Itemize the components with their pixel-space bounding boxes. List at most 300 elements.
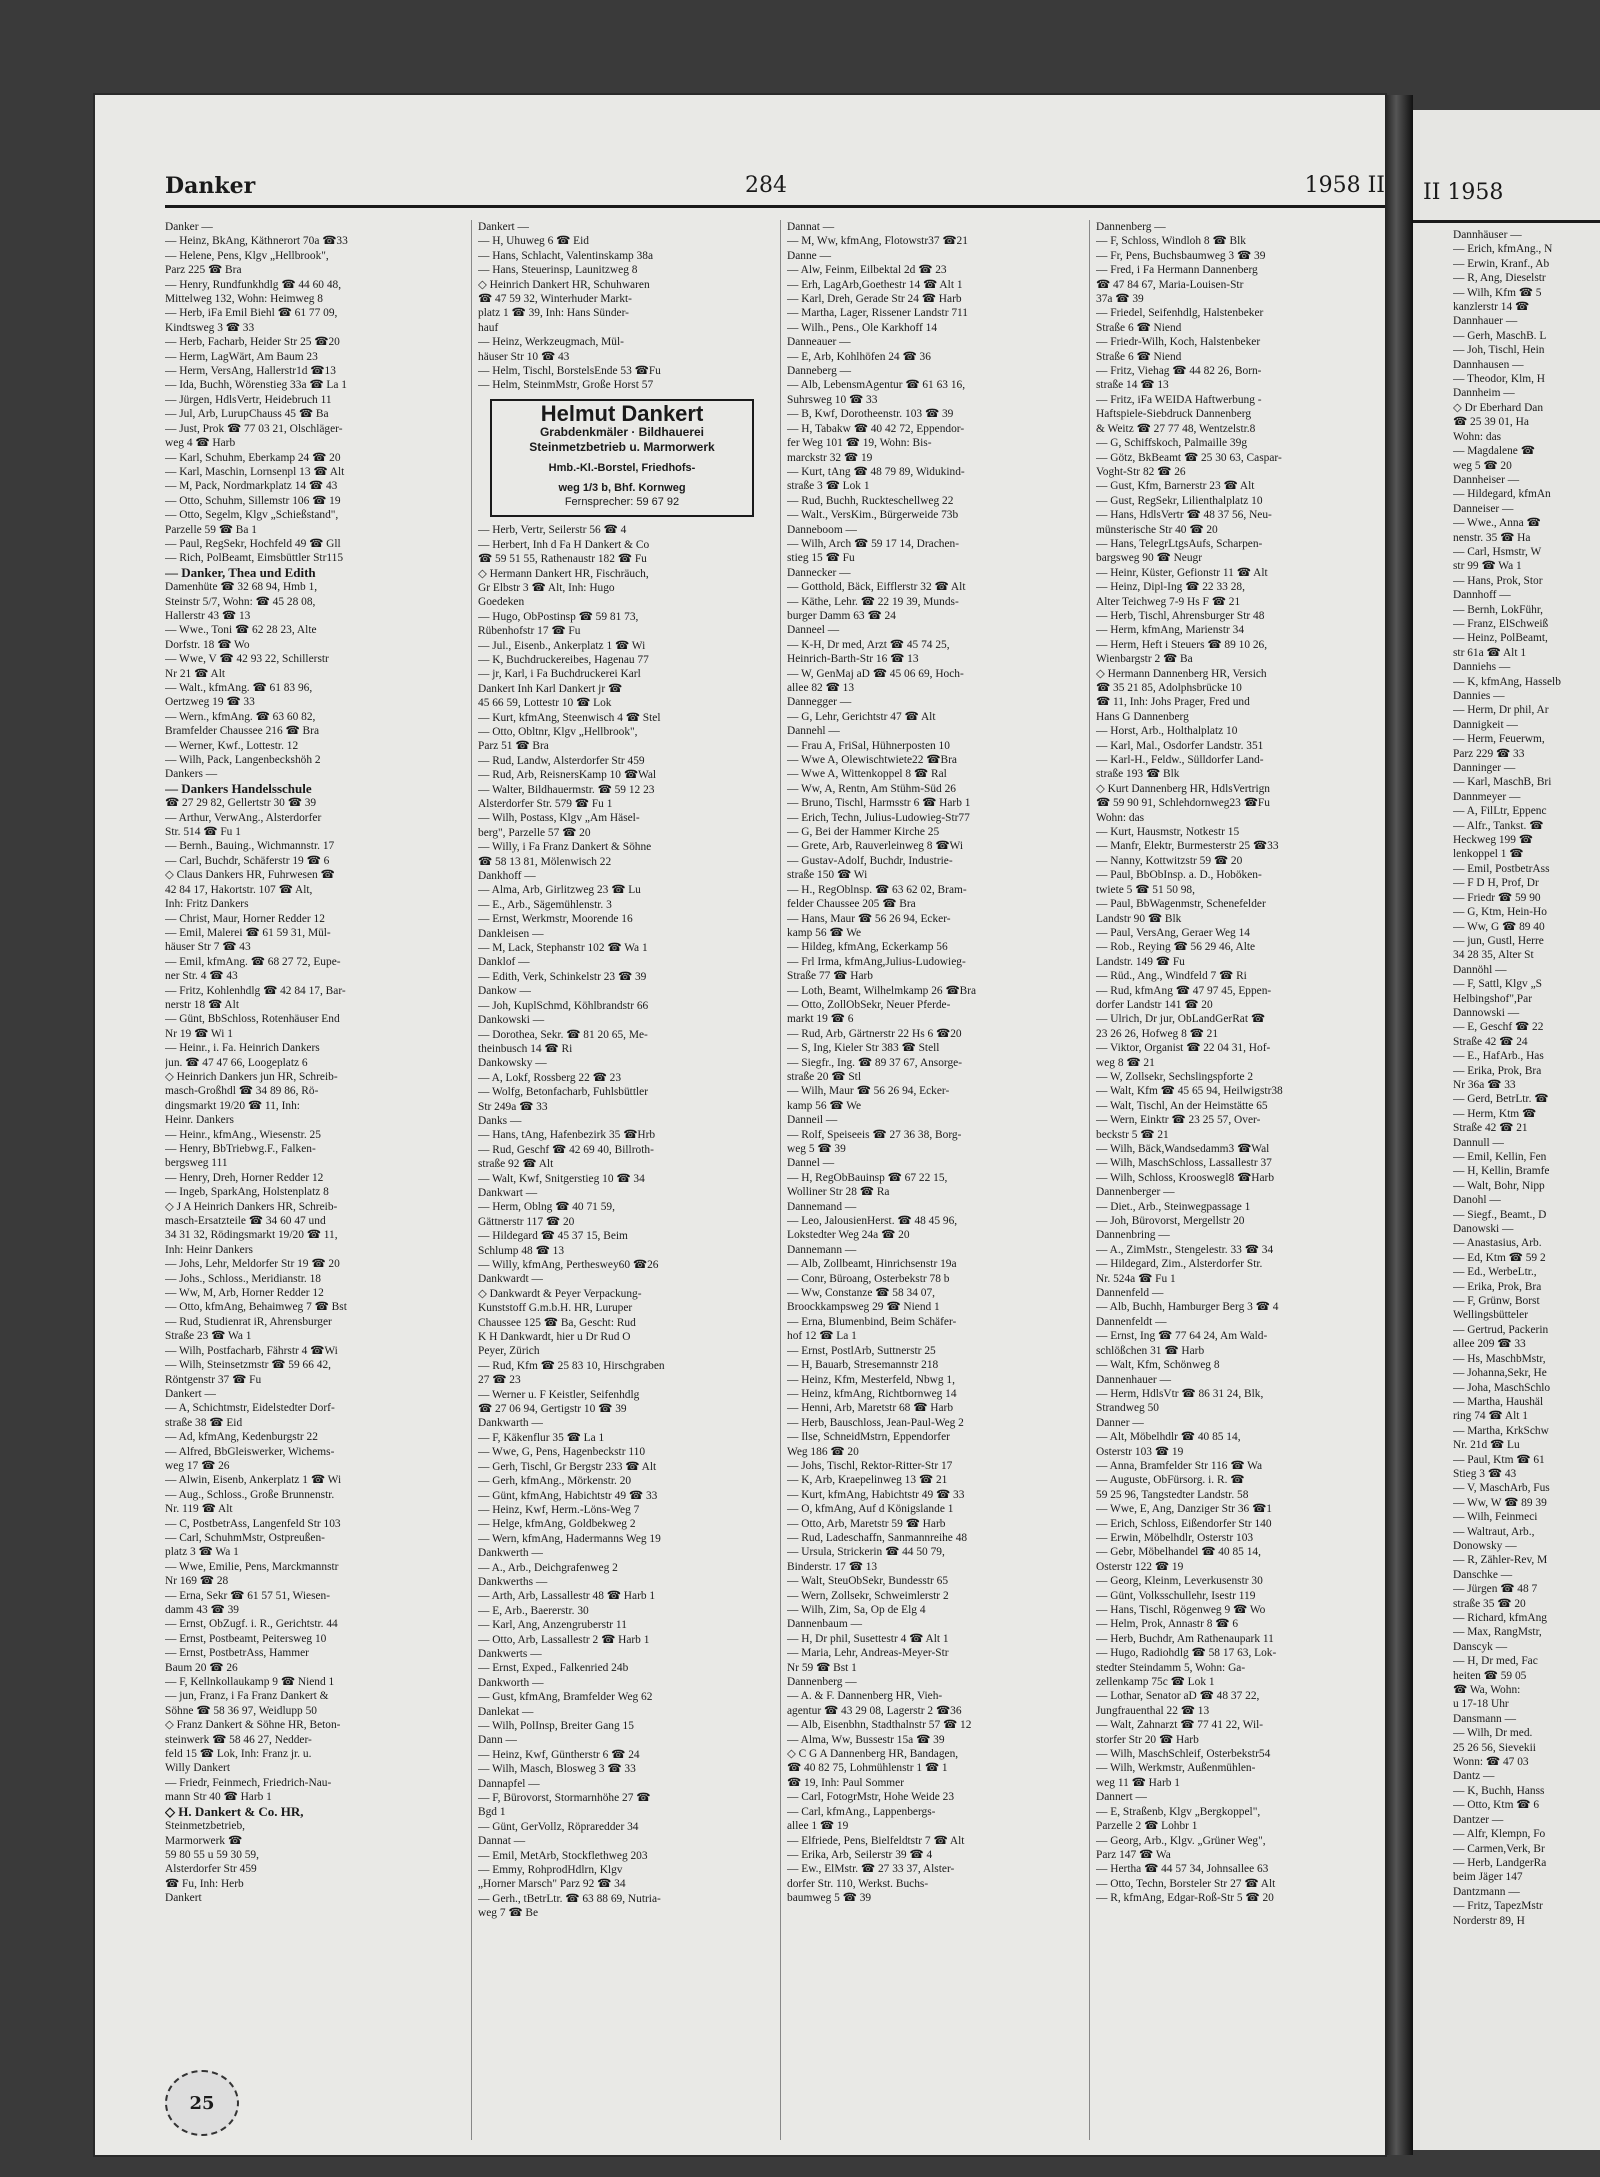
directory-entry-line: Inh: Heinr Dankers [165,1243,253,1256]
directory-entry-line: hauf [478,321,499,334]
directory-entry-line: — Wilh, Zim, Sa, Op de Elg 4 [787,1604,926,1616]
directory-entry-line: — Walt, Zahnarzt ☎ 77 41 22, Wil- [1096,1719,1264,1732]
directory-entry-line: — Hans, Schlacht, Valentinskamp 38a [478,249,654,262]
directory-entry-line: Steinmetzbetrieb, [165,1820,246,1833]
directory-entry-line: hof 12 ☎ La 1 [787,1330,857,1343]
directory-entry-line: — Carl, Hsmstr, W [1453,545,1542,558]
directory-entry-line: Chaussee 125 ☎ Ba, Gescht: Rud [478,1316,636,1329]
directory-entry-line: — Wern, Einktr ☎ 23 25 57, Over- [1096,1114,1261,1127]
directory-entry-line: — Fritz, TapezMstr [1453,1900,1543,1913]
directory-entry-line: — Fred, i Fa Hermann Dannenberg [1096,264,1258,277]
directory-entry-line: — R, Ang, Dieselstr [1453,272,1546,285]
directory-entry-line: — W, Zollsekr, Sechslingspforte 2 [1096,1070,1254,1083]
directory-entry-line: 45 66 59, Lottestr 10 ☎ Lok [478,697,612,710]
directory-entry-line: Söhne ☎ 58 36 97, Weidlupp 50 [165,1704,317,1717]
directory-entry-line: masch-Großhdl ☎ 34 89 86, Rö- [165,1085,319,1098]
directory-entry-line: K H Dankwardt, hier u Dr Rud O [478,1331,631,1344]
directory-entry-line: ◇ Franz Dankert & Söhne HR, Beton- [165,1719,341,1732]
directory-entry-line: ring 74 ☎ Alt 1 [1453,1410,1528,1423]
directory-entry-line: — Paul, RegSekr, Hochfeld 49 ☎ Gll [165,537,341,550]
directory-entry-line: — Arthur, VerwAng., Alsterdorfer [165,811,322,824]
directory-entry-line: weg 17 ☎ 26 [165,1459,230,1472]
directory-entry-line: — Wilh, Bäck,Wandsedamm3 ☎Wal [1096,1143,1270,1155]
directory-entry-line: — Conr, Büroang, Osterbekstr 78 b [787,1272,950,1285]
directory-entry-line: ☎ 47 84 67, Maria-Louisen-Str [1096,278,1244,291]
directory-entry-line: — Ww, Constanze ☎ 58 34 07, [787,1287,936,1300]
directory-entry-line: — Alb, Zollbeamt, Hinrichsenstr 19a [787,1258,957,1271]
directory-entry-line: zellenkamp 75c ☎ Lok 1 [1096,1676,1215,1689]
directory-entry-line: Dankert — [165,1387,216,1400]
directory-entry-line: — Käthe, Lehr. ☎ 22 19 39, Munds- [787,595,959,608]
directory-entry-line: — Hans, Tischl, Rögenweg 9 ☎ Wo [1096,1604,1266,1616]
directory-entry-line: Danker — [165,221,213,233]
directory-entry-line: ☎ 19, Inh: Paul Sommer [787,1776,905,1789]
directory-entry-line: — Auguste, ObFürsorg. i. R. ☎ [1096,1474,1245,1487]
directory-entry-line: — Herm, Dr phil, Ar [1453,704,1549,717]
directory-entry-line: — Gerd, BetrLtr. ☎ [1453,1093,1549,1106]
directory-entry-line: — Fritz, iFa WEIDA Haftwerbung - [1096,393,1262,406]
directory-entry-line: Str 249a ☎ 33 [478,1100,548,1113]
directory-entry-line: — Ed, Ktm ☎ 59 2 [1453,1251,1546,1264]
directory-entry-line: — Lothar, Senator aD ☎ 48 37 22, [1096,1690,1260,1703]
directory-entry-line: — Ad, kfmAng, Kedenburgstr 22 [165,1431,318,1444]
directory-entry-line: — Wwe., Toni ☎ 62 28 23, Alte [165,624,317,637]
directory-entry-line: Danneberg — [787,365,851,378]
directory-entry-line: — Herm, HdlsVtr ☎ 86 31 24, Blk, [1096,1387,1264,1400]
directory-entry-line: — Ulrich, Dr jur, ObLandGerRat ☎ [1096,1013,1266,1026]
directory-entry-line: Dannehl — [787,725,840,738]
directory-entry-line: — Martha, Haushäl [1453,1395,1544,1408]
directory-entry-line: nenstr. 35 ☎ Ha [1453,531,1531,544]
directory-entry-line: — Frl Irma, kfmAng,Julius-Ludowieg- [787,955,966,968]
directory-entry-line: theinbusch 14 ☎ Ri [478,1042,573,1055]
directory-entry-line: Dankert — [478,221,529,233]
directory-entry-line: straße 35 ☎ 20 [1453,1597,1526,1610]
directory-entry-line: ◇ Dr Eberhard Dan [1453,401,1544,414]
directory-entry-line: — H, Tabakw ☎ 40 42 72, Eppendor- [787,422,965,435]
directory-entry-line: — Max, RangMstr, [1453,1626,1542,1639]
directory-entry-line: — Hans, TelegrLtgsAufs, Scharpen- [1096,537,1263,550]
directory-entry-line: Dannegger — [787,696,852,709]
directory-entry-line: Dankowski — [478,1014,545,1027]
directory-entry-line: ◇ Claus Dankers HR, Fuhrwesen ☎ [165,869,335,882]
directory-entry-line: — Hugo, Radiohdlg ☎ 58 17 63, Lok- [1096,1647,1277,1660]
directory-entry-line: weg 5 ☎ 39 [787,1143,846,1155]
directory-entry-line: — Helge, kfmAng, Goldbekweg 2 [478,1518,636,1531]
directory-entry-line: Haftspiele-Siebdruck Dannenberg [1096,408,1252,421]
directory-entry-line: — Heinr., i. Fa. Heinrich Dankers [165,1042,320,1055]
directory-entry-line: — Herm, Feuerwm, [1453,733,1545,746]
directory-entry-line: Straße 6 ☎ Niend [1096,350,1182,363]
directory-entry-line: — Alfr, Klempn, Fo [1453,1828,1546,1841]
directory-entry-line: ☎ 59 51 55, Rathenaustr 182 ☎ Fu [478,553,647,566]
directory-entry-line: — Carmen,Verk, Br [1453,1842,1545,1855]
directory-entry-line: — Herm, Ktm ☎ [1453,1107,1537,1120]
directory-entry-line: — Ernst, Postbeamt, Peitersweg 10 [165,1632,327,1645]
directory-entry-line: — jun, Gustl, Herre [1453,934,1544,947]
directory-entry-line: Dann — [478,1734,517,1747]
directory-entry-line: Inh: Fritz Dankers [165,898,249,911]
directory-entry-line: allee 1 ☎ 19 [787,1820,849,1833]
directory-entry-line: — Otto, Arb, Maretstr 59 ☎ Harb [787,1517,946,1530]
directory-entry-line: ☎ 35 21 85, Adolphsbrücke 10 [1096,682,1242,694]
directory-entry-line: Parz 147 ☎ Wa [1096,1848,1171,1861]
directory-entry-line: — Otto, ZollObSekr, Neuer Pferde- [787,998,951,1011]
directory-entry-line: — Wwe., Anna ☎ [1453,517,1541,530]
directory-entry-line: — E, Straßenb, Klgv „Bergkoppel", [1096,1805,1261,1818]
directory-entry-line: Baum 20 ☎ 26 [165,1661,238,1674]
directory-entry-line: — Walter, Bildhauermstr. ☎ 59 12 23 [478,783,655,796]
directory-entry-line: — Alt, Möbelhdlr ☎ 40 85 14, [1096,1431,1241,1444]
directory-entry-line: 23 26 26, Hofweg 8 ☎ 21 [1096,1027,1219,1040]
directory-entry-line: — Ww, A, Rentn, Am Stühm-Süd 26 [787,782,956,795]
directory-entry-line: — Günt, Volksschullehr, Isestr 119 [1096,1589,1256,1602]
directory-entry-line: u 17-18 Uhr [1453,1698,1509,1711]
directory-entry-line: — Rud, Ladeschaffn, Sanmannreihe 48 [787,1531,968,1544]
directory-entry-line: — Alwin, Eisenb, Ankerplatz 1 ☎ Wi [165,1474,342,1487]
directory-entry-line: straße 14 ☎ 13 [1096,379,1169,392]
directory-entry-line: Danks — [478,1114,522,1127]
directory-entry-line: kanzlerstr 14 ☎ [1453,301,1530,314]
directory-entry-line: — Gotthold, Bäck, Eifflerstr 32 ☎ Alt [787,581,966,594]
directory-entry-line: — G, Schiffskoch, Palmaille 39g [1096,437,1248,450]
directory-entry-line: platz 3 ☎ Wa 1 [165,1546,239,1559]
directory-entry-line: — Walt, Bohr, Nipp [1453,1179,1545,1192]
directory-entry-line: — Herb, Vertr, Seilerstr 56 ☎ 4 [478,524,627,537]
directory-entry-line: markt 19 ☎ 6 [787,1013,854,1026]
directory-entry-line: Norderstr 89, H [1453,1914,1525,1927]
directory-entry-line: Parzelle 59 ☎ Ba 1 [165,523,257,536]
directory-entry-line: — Gerh, kfmAng., Mörkenstr. 20 [478,1475,632,1488]
directory-entry-line: — Gust, kfmAng, Bramfelder Weg 62 [478,1691,653,1704]
directory-entry-line: — H, Dr med, Fac [1453,1655,1538,1668]
directory-entry-line: — Alfr., Tankst. ☎ [1453,819,1544,832]
directory-entry-line: ☎ 58 13 81, Mölenwisch 22 [478,855,612,868]
directory-entry-line: beckstr 5 ☎ 21 [1096,1128,1169,1141]
directory-entry-line: — Erich, Schloss, Eißendorfer Str 140 [1096,1517,1272,1530]
directory-entry-line: fer Weg 101 ☎ 19, Wohn: Bis- [787,437,932,450]
directory-entry-line: — F, Käkenflur 35 ☎ La 1 [478,1431,605,1444]
directory-entry-line: — Carl, kfmAng., Lappenbergs- [787,1805,936,1818]
column-1 [165,220,461,2140]
directory-entry-line: — Heinz, Kfm, Mesterfeld, Nbwg 1, [787,1373,955,1386]
directory-entry-line: — Karl, Ang, Anzengruberstr 11 [478,1619,627,1632]
directory-entry-line: beim Jäger 147 [1453,1871,1523,1884]
directory-entry-line: häuser Str 7 ☎ 43 [165,941,251,954]
ornamental-seal [165,2070,239,2136]
directory-entry-line: — F D H, Prof, Dr [1453,877,1539,890]
directory-entry-line: — E, Arb., Baererstr. 30 [478,1604,589,1617]
directory-entry-line: — Elfriede, Pens, Bielfeldtstr 7 ☎ Alt [787,1834,965,1847]
directory-entry-line: — Wilh., Pens., Ole Karkhoff 14 [787,321,938,334]
directory-entry-line: Dorfstr. 18 ☎ Wo [165,638,250,651]
directory-entry-line: — Henry, Rundfunkhdlg ☎ 44 60 48, [165,278,342,291]
directory-entry-line: — Grete, Arb, Rauverleinweg 8 ☎Wi [787,840,963,853]
directory-entry-line: Voght-Str 82 ☎ 26 [1096,465,1186,478]
directory-entry-line: nerstr 18 ☎ Alt [165,998,239,1011]
directory-entry-line: — Just, Prok ☎ 77 03 21, Olschläger- [165,422,343,435]
directory-entry-line: — Alb, Buchh, Hamburger Berg 3 ☎ 4 [1096,1301,1279,1314]
directory-entry-line: — Erwin, Kranf., Ab [1453,257,1550,270]
directory-entry-line: straße 92 ☎ Alt [478,1158,554,1171]
directory-entry-line: Helbingshof",Par [1453,992,1532,1005]
directory-entry-line: weg 5 ☎ 20 [1453,459,1512,472]
directory-entry-line: — Herm, Heft i Steuers ☎ 89 10 26, [1096,638,1268,651]
directory-entry-line: — Heinr, Küster, Gefionstr 11 ☎ Alt [1096,566,1268,579]
directory-entry-line: — H, Kellin, Bramfe [1453,1165,1550,1178]
directory-entry-line: ◇ Hermann Dankert HR, Fischräuch, [478,567,649,580]
directory-entry-line: — Herb, Tischl, Ahrensburger Str 48 [1096,609,1265,622]
directory-entry-line: — Gerh, Tischl, Gr Bergstr 233 ☎ Alt [478,1460,657,1473]
directory-entry-line: Heckweg 199 ☎ [1453,834,1533,847]
directory-entry-line: — Ernst, PostlArb, Suttnerstr 25 [787,1344,936,1357]
directory-entry-line: 59 80 55 u 59 30 59, [165,1848,259,1861]
directory-entry-line: — Wilh, Werkmstr, Außenmühlen- [1096,1762,1256,1775]
header-year: 1958 II [1304,173,1385,198]
directory-entry-line: — Carl, Buchdr, Schäferstr 19 ☎ 6 [165,854,330,867]
directory-entry-line: Nr 19 ☎ Wi 1 [165,1027,233,1040]
directory-entry-line: — Johs, Tischl, Rektor-Ritter-Str 17 [787,1459,953,1472]
directory-entry-line: — Wwe, G, Pens, Hagenbeckstr 110 [478,1446,646,1459]
directory-entry-line: ◇ Dankwardt & Peyer Verpackung- [478,1287,642,1300]
directory-entry-line: — Hildegard, kfmAn [1453,488,1551,501]
directory-entry-line: — Frau A, FriSal, Hühnerposten 10 [787,739,950,752]
directory-entry-line: — Ilse, SchneidMstrn, Eppendorfer [787,1431,950,1444]
directory-entry-line: Dankert Inh Karl Dankert jr ☎ [478,682,623,695]
directory-entry-line: — Heinz, Kwf, Güntherstr 6 ☎ 24 [478,1748,640,1761]
directory-entry-line: — Günt, kfmAng, Habichtstr 49 ☎ 33 [478,1489,658,1502]
directory-entry-line: weg 11 ☎ Harb 1 [1096,1776,1180,1789]
directory-entry-line: allee 82 ☎ 13 [787,682,855,694]
directory-entry-line: — Wolfg, Betonfacharb, Fuhlsbüttler [478,1086,649,1099]
directory-entry-line: berg", Parzelle 57 ☎ 20 [478,826,591,839]
directory-entry-line: Hans G Dannenberg [1096,710,1189,723]
directory-entry-line: — Wilh, Arch ☎ 59 17 14, Drachen- [787,537,960,550]
ad-address: Hmb.-Kl.-Borstel, Friedhofs- [548,462,696,475]
directory-entry-line: — A, FilLtr, Eppenc [1453,805,1547,818]
directory-entry-line: Jungfrauenthal 22 ☎ 13 [1096,1704,1210,1717]
directory-entry-line: Landstr 90 ☎ Blk [1096,912,1182,925]
directory-entry-line: — Paul, Ktm ☎ 61 [1453,1453,1545,1466]
directory-entry-line: — Martha, KrkSchw [1453,1424,1549,1437]
directory-entry-line: — Karl, Dreh, Gerade Str 24 ☎ Harb [787,293,962,306]
directory-entry-line: — K-H, Dr med, Arzt ☎ 45 74 25, [787,638,950,651]
directory-entry-line: — Henry, BbTriebwg.F., Falken- [165,1143,316,1155]
directory-entry-line: Danneil — [787,1114,838,1127]
directory-entry-line: — Wwe, E, Ang, Danziger Str 36 ☎1 [1096,1503,1272,1516]
page-number: 284 [745,173,787,198]
directory-entry-line: straße 20 ☎ Stl [787,1070,861,1083]
directory-entry-line: — Wilh, Dr med. [1453,1727,1533,1740]
directory-page [95,95,1385,2155]
directory-entry-line: Donowsky — [1453,1539,1517,1552]
directory-entry-line: — Fritz, Kohlenhdlg ☎ 42 84 17, Bar- [165,984,346,997]
directory-entry-line: marckstr 32 ☎ 19 [787,451,873,464]
column-3 [780,220,1083,2140]
directory-entry-line: — B, Kwf, Dorotheenstr. 103 ☎ 39 [787,408,954,421]
directory-entry-line: burger Damm 63 ☎ 24 [787,609,896,622]
directory-entry-line: — Danker, Thea und Edith [165,565,316,580]
directory-entry-line: — Emil, Malerei ☎ 61 59 31, Mül- [165,926,331,939]
directory-entry-line: — Emmy, RohprodHdlrn, Klgv [478,1864,623,1877]
directory-entry-line: Dannowski — [1453,1006,1520,1019]
directory-entry-line: Rübenhofstr 17 ☎ Fu [478,625,581,638]
directory-entry-line: — Karl, Schuhm, Eberkamp 24 ☎ 20 [165,451,341,464]
directory-entry-line: Dannhoff — [1453,589,1511,602]
directory-entry-line: Heinr. Dankers [165,1114,234,1127]
directory-entry-line: — Heinz, Dipl-Ing ☎ 22 33 28, [1096,581,1245,594]
directory-entry-line: — Waltraut, Arb., [1453,1525,1535,1538]
directory-entry-line: Dannhausen — [1453,358,1524,371]
directory-entry-line: Danscyk — [1453,1640,1508,1653]
directory-entry-line: — Dankers Handelsschule [165,781,312,796]
directory-entry-line: — Günt, BbSchloss, Rotenhäuser End [165,1013,340,1026]
directory-entry-line: — Erna, Blumenbind, Beim Schäfer- [787,1315,957,1328]
directory-entry-line: Bramfelder Chaussee 216 ☎ Bra [165,725,319,738]
directory-entry-line: — Rud, Landw, Alsterdorfer Str 459 [478,754,645,767]
directory-entry-line: — Alb, LebensmAgentur ☎ 61 63 16, [787,379,966,392]
directory-entry-line: — Alb, Eisenbhn, Stadthalnstr 57 ☎ 12 [787,1719,972,1732]
directory-entry-line: — Helm, Prok, Annastr 8 ☎ 6 [1096,1618,1239,1631]
directory-entry-line: — E., Arb., Sägemühlenstr. 3 [478,898,612,911]
directory-entry-line: Straße 42 ☎ 21 [1453,1122,1528,1135]
directory-entry-line: Marmorwerk ☎ [165,1834,243,1847]
directory-entry-line: — G, Ktm, Hein-Ho [1453,906,1547,919]
directory-entry-line: Dankworth — [478,1676,544,1689]
directory-entry-line: — Kurt, kfmAng, Habichtstr 49 ☎ 33 [787,1488,965,1501]
directory-entry-line: Schlump 48 ☎ 13 [478,1244,565,1257]
book-spine [1385,95,1413,2155]
directory-entry-line: — Rob., Reying ☎ 56 29 46, Alte [1096,941,1256,954]
directory-entry-line: — Wilh, Postass, Klgv „Am Häsel- [478,812,640,825]
directory-entry-line: Danneiser — [1453,502,1514,515]
directory-entry-line: Dankow — [478,985,531,998]
ad-phone: Fernsprecher: 59 67 92 [564,496,680,509]
directory-entry-line: — Wwe, V ☎ 42 93 22, Schillerstr [165,653,329,666]
directory-entry-line: — Gust, Kfm, Barnerstr 23 ☎ Alt [1096,480,1255,493]
directory-entry-line: Parz 51 ☎ Bra [478,740,549,753]
directory-entry-line: — Siegf., Beamt., D [1453,1208,1547,1221]
directory-entry-line: — Otto, Arb, Lassallestr 2 ☎ Harb 1 [478,1633,650,1646]
directory-entry-line: — Herm, LagWärt, Am Baum 23 [165,350,318,363]
directory-entry-line: — Rich, PolBeamt, Eimsbüttler Str115 [165,552,344,565]
directory-entry-line: — M, Lack, Stephanstr 102 ☎ Wa 1 [478,942,648,955]
directory-entry-line: — Willy, i Fa Franz Dankert & Söhne [478,841,652,854]
directory-entry-line: Suhrsweg 10 ☎ 33 [787,393,878,406]
header-keyword: Danker [165,173,256,199]
directory-entry-line: — Georg, Kleinm, Leverkusenstr 30 [1096,1575,1263,1588]
directory-entry-line: Dannenbaum — [787,1618,862,1631]
directory-entry-line: — Ernst, Exped., Falkenried 24b [478,1662,629,1675]
directory-entry-line: lenkoppel 1 ☎ [1453,848,1524,861]
directory-entry-line: Dannigkeit — [1453,718,1518,731]
directory-entry-line: 34 28 35, Alter St [1453,949,1534,962]
directory-entry-line: — Wilh, Schloss, Krooswegl8 ☎Harb [1096,1171,1275,1184]
directory-entry-line: — Wilh, Kfm ☎ 5 [1453,286,1542,299]
directory-entry-line: — Otto, Techn, Borsteler Str 27 ☎ Alt [1096,1877,1276,1890]
directory-entry-line: — F, Schloss, Windloh 8 ☎ Blk [1096,235,1246,248]
directory-entry-line: jun. ☎ 47 47 66, Loogeplatz 6 [165,1056,308,1069]
directory-entry-line: straße 38 ☎ Eid [165,1416,243,1429]
directory-entry-line: — Wern, kfmAng, Hadermanns Weg 19 [478,1532,661,1545]
directory-entry-line: — Ww, W ☎ 89 39 [1453,1496,1547,1509]
directory-entry-line: Mittelweg 132, Wohn: Heimweg 8 [165,293,324,306]
directory-entry-line: Dannel — [787,1157,835,1170]
directory-entry-line: Dantzer — [1453,1813,1504,1826]
directory-entry-line: — Rüd., Ang., Windfeld 7 ☎ Ri [1096,970,1247,983]
directory-entry-line: Danowski — [1453,1223,1514,1236]
directory-entry-line: — Manfr, Elektr, Burmesterstr 25 ☎33 [1096,840,1279,853]
directory-entry-line: dorfer Str. 110, Werkst. Buchs- [787,1877,929,1890]
directory-entry-line: — Fr, Pens, Buchsbaumweg 3 ☎ 39 [1096,249,1266,262]
directory-entry-line: — Henni, Arb, Maretstr 68 ☎ Harb [787,1402,954,1415]
directory-entry-line: — Hans, Prok, Stor [1453,574,1543,587]
directory-entry-line: Dannenfeldt — [1096,1315,1167,1328]
directory-entry-line: Damenhüte ☎ 32 68 94, Hmb 1, [165,581,318,594]
directory-entry-line: — Emil, kfmAng. ☎ 68 27 72, Eupe- [165,955,341,968]
directory-entry-line: — V, MaschArb, Fus [1453,1482,1550,1495]
directory-entry-line: münsterische Str 40 ☎ 20 [1096,523,1218,536]
directory-entry-line: — Erich, Techn, Julius-Ludowieg-Str77 [787,811,970,824]
directory-entry-line: Dankwart — [478,1186,538,1199]
directory-entry-line: 25 26 56, Sievekii [1453,1741,1536,1754]
directory-entry-line: — Anastasius, Arb. [1453,1237,1542,1250]
directory-entry-line: — Hildegard ☎ 45 37 15, Beim [478,1230,628,1243]
directory-entry-line: — Gustav-Adolf, Buchdr, Industrie- [787,854,953,867]
directory-entry-line: — Ernst, Ing ☎ 77 64 24, Am Wald- [1096,1330,1268,1343]
directory-entry-line: Danneauer — [787,336,851,349]
directory-entry-line: — Wern, Zollsekr, Schweimlerstr 2 [787,1589,949,1602]
directory-entry-line: — Heinz, kfmAng, Richtbornweg 14 [787,1387,957,1400]
directory-entry-line: — H, RegObBauinsp ☎ 67 22 15, [787,1171,948,1184]
directory-entry-line: — Ingeb, SparkAng, Holstenplatz 8 [165,1186,329,1199]
directory-entry-line: — Georg, Arb., Klgv. „Grüner Weg", [1096,1834,1266,1847]
directory-entry-line: Heinrich-Barth-Str 16 ☎ 13 [787,653,919,666]
directory-entry-line: — jun, Franz, i Fa Franz Dankert & [165,1690,329,1703]
directory-entry-line: — Paul, VersAng, Geraer Weg 14 [1096,926,1250,939]
directory-entry-line: Danohl — [1453,1194,1501,1207]
directory-entry-line: ◇ H. Dankert & Co. HR, [165,1804,304,1819]
directory-entry-line: — Walt, Kfm, Schönweg 8 [1096,1359,1220,1372]
directory-entry-line: Gättnerstr 117 ☎ 20 [478,1215,575,1228]
directory-entry-line: Dannmeyer — [1453,790,1521,803]
directory-entry-line: kamp 56 ☎ We [787,1099,862,1112]
header-rule [1413,220,1600,223]
directory-entry-line: Wohn: das [1096,811,1145,824]
directory-entry-line: — E., HafArb., Has [1453,1050,1544,1063]
ad-line: Steinmetzbetrieb u. Marmorwerk [529,440,715,455]
directory-entry-line: — Herbert, Inh d Fa H Dankert & Co [478,538,650,551]
directory-entry-line: Dannecker — [787,566,851,579]
directory-entry-line: — Erich, kfmAng., N [1453,243,1553,256]
directory-entry-line: — Hans, tAng, Hafenbezirk 35 ☎Hrb [478,1129,656,1142]
directory-entry-line: Straße 42 ☎ 24 [1453,1035,1528,1048]
directory-entry-line: Dantz — [1453,1770,1495,1783]
directory-entry-line: — Anna, Bramfelder Str 116 ☎ Wa [1096,1459,1263,1472]
directory-entry-line: Weg 186 ☎ 20 [787,1445,859,1458]
directory-entry-line: 42 84 17, Hakortstr. 107 ☎ Alt, [165,883,313,896]
directory-entry-line: ☎ 11, Inh: Johs Prager, Fred und [1096,696,1250,709]
directory-entry-line: — H., RegOblnsp. ☎ 63 62 02, Bram- [787,883,967,896]
facing-page-header: II 1958 [1423,180,1504,205]
directory-entry-line: — Hans, HdlsVertr ☎ 48 37 56, Neu- [1096,509,1272,522]
directory-entry-line: Oertzweg 19 ☎ 33 [165,696,255,709]
directory-entry-line: — K, Buchh, Hanss [1453,1784,1545,1797]
directory-entry-line: — Herb, Buchdr, Am Rathenaupark 11 [1096,1632,1274,1645]
directory-entry-line: — Alw, Feinm, Eilbektal 2d ☎ 23 [787,264,947,277]
directory-entry-line: — Loth, Beamt, Wilhelmkamp 26 ☎Bra [787,984,977,997]
directory-entry-line: — R, kfmAng, Edgar-Roß-Str 5 ☎ 20 [1096,1892,1274,1905]
